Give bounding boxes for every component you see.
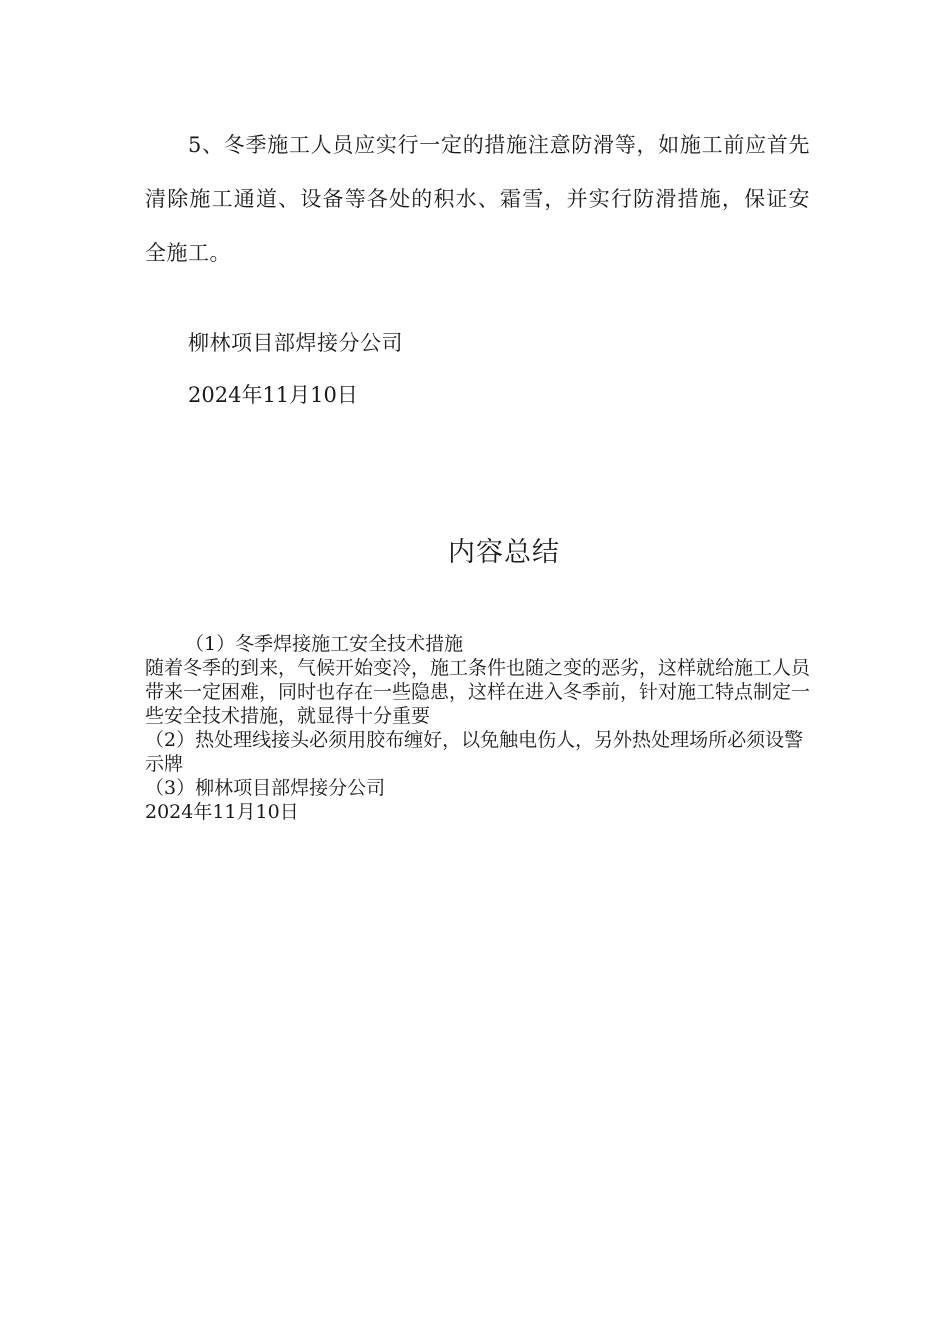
summary-item3-text: （3）柳林项目部焊接分公司 (145, 777, 386, 799)
signature-date: 2024年11月10日 (188, 383, 358, 407)
summary-date: 2024年11月10日 (145, 801, 299, 823)
summary-title: 内容总结 (448, 537, 560, 568)
signature-company: 柳林项目部焊接分公司 (188, 331, 403, 355)
summary-item1-heading: （1）冬季焊接施工安全技术措施 (185, 633, 464, 655)
body-paragraph-5: 5、冬季施工人员应实行一定的措施注意防滑等，如施工前应首先清除施工通道、设备等各处的积水、霜雪，并实行防滑措施，保证安全施工。 (145, 133, 810, 265)
summary-item1-text: 随着冬季的到来，气候开始变冷，施工条件也随之变的恶劣，这样就给施工人员带来一定困难，同时也存在一些隐患，这样在进入冬季前，针对施工特点制定一些安全技术措施，就显得十分重要 (145, 657, 811, 727)
summary-section (145, 632, 810, 824)
summary-item2-text: （2）热处理线接头必须用胶布缠好，以免触电伤人，另外热处理场所必须设警示牌 (145, 729, 804, 775)
